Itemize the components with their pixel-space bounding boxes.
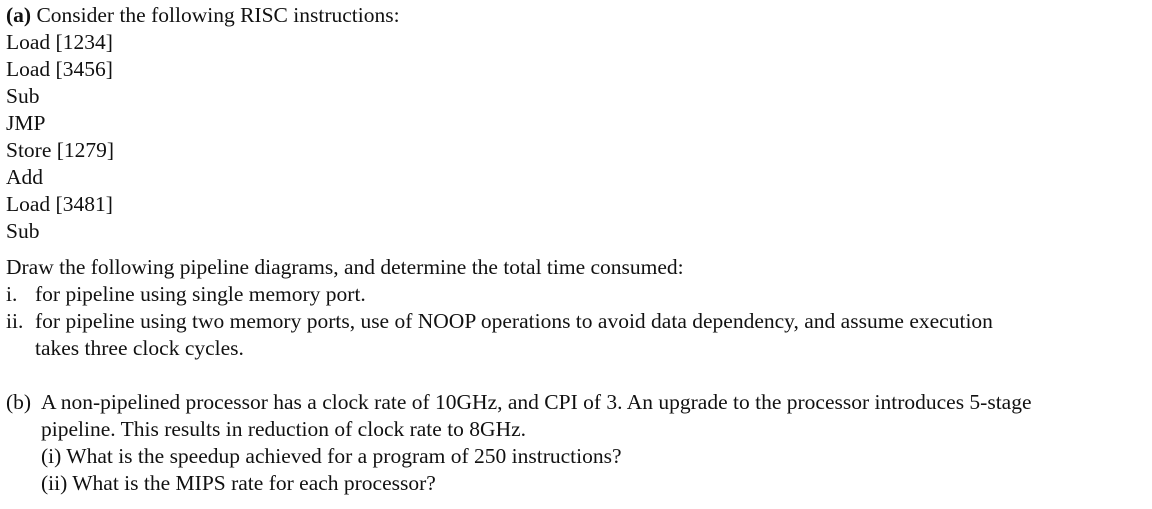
part-b-line-1 bbox=[6, 389, 1152, 416]
instruction-line: Load [3456] bbox=[6, 57, 113, 81]
part-b-question-ii: (ii) What is the MIPS rate for each processor? bbox=[41, 471, 436, 495]
instruction-line: Store [1279] bbox=[6, 138, 115, 162]
part-a-item-i bbox=[6, 281, 1152, 308]
question-document bbox=[6, 2, 1152, 497]
instruction-line: Load [3481] bbox=[6, 192, 113, 216]
item-text: for pipeline using single memory port. bbox=[35, 282, 366, 306]
item-number: i. bbox=[6, 282, 18, 306]
part-b-text: A non-pipelined processor has a clock rate of 10GHz, and CPI of 3. An upgrade to the processor introduces 5-stage bbox=[41, 390, 1032, 414]
instruction-line: Sub bbox=[6, 219, 40, 243]
part-a-task: Draw the following pipeline diagrams, and determine the total time consumed: bbox=[6, 255, 684, 279]
instruction-list bbox=[6, 29, 1152, 245]
part-a-intro: Consider the following RISC instructions: bbox=[31, 3, 400, 27]
spacer bbox=[6, 245, 1152, 254]
instruction-line: JMP bbox=[6, 111, 46, 135]
item-continuation: takes three clock cycles. bbox=[35, 336, 244, 360]
instruction-line: Add bbox=[6, 165, 44, 189]
part-b-label: (b) bbox=[6, 390, 32, 414]
instruction-line: Load [1234] bbox=[6, 30, 113, 54]
part-b-line-2: pipeline. This results in reduction of clock rate to 8GHz. bbox=[41, 417, 527, 441]
part-a-item-ii bbox=[6, 308, 1152, 335]
item-text: for pipeline using two memory ports, use of NOOP operations to avoid data dependency, and assume execution bbox=[35, 309, 993, 333]
instruction-line: Sub bbox=[6, 84, 40, 108]
spacer bbox=[6, 362, 1152, 389]
part-a-heading bbox=[6, 2, 1152, 29]
part-a-label: (a) bbox=[6, 3, 32, 27]
part-b-question-i: (i) What is the speedup achieved for a program of 250 instructions? bbox=[41, 444, 622, 468]
item-number: ii. bbox=[6, 309, 24, 333]
